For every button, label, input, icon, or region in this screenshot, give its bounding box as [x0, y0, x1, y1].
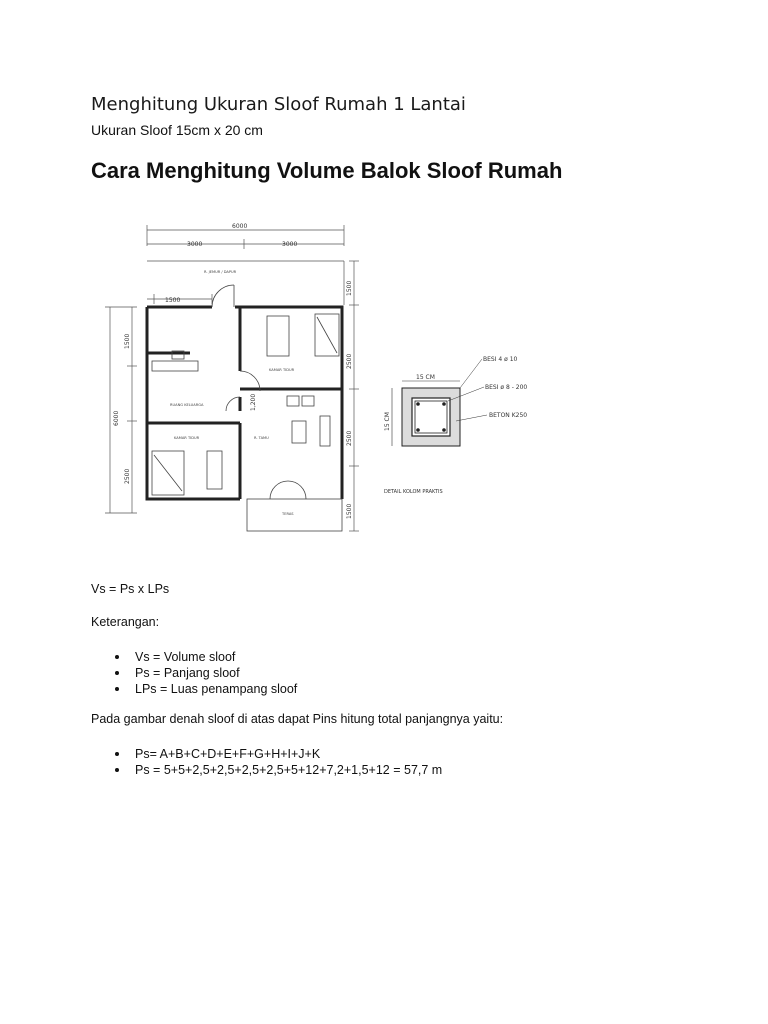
dim-right-4-label: 1500: [346, 503, 353, 519]
dim-left-b-label: 2500: [124, 468, 131, 484]
list-item-text: Vs = Volume sloof: [135, 650, 236, 664]
dim-right-half-label: 3000: [282, 241, 298, 248]
dim-right-2-label: 2500: [346, 353, 353, 369]
dim-left-height-label: 6000: [113, 410, 120, 426]
bullet-icon: [115, 671, 119, 675]
dim-left-a-label: 1500: [124, 333, 131, 349]
detail-caption: DETAIL KOLOM PRAKTIS: [384, 489, 443, 495]
bullet-icon: [115, 768, 119, 772]
room-top-label: R. JEMUR / DAPUR: [204, 270, 237, 274]
document-title: Menghitung Ukuran Sloof Rumah 1 Lantai: [91, 94, 466, 115]
dim-mid-label: 1,200: [250, 393, 257, 411]
room-teras-label: TERAS: [282, 512, 294, 516]
ps-list: [91, 746, 442, 778]
room-middle-label: RUANG KELUARGA: [170, 403, 204, 407]
list-item: [91, 762, 442, 778]
detail-height-label: 15 CM: [384, 412, 391, 431]
dim-right-1-label: 1500: [346, 280, 353, 296]
list-item-text: Ps = 5+5+2,5+2,5+2,5+2,5+5+12+7,2+1,5+12 = 57,7 m: [135, 763, 443, 777]
list-item: [91, 665, 297, 681]
list-item: [91, 649, 297, 665]
document-subtitle: Ukuran Sloof 15cm x 20 cm: [91, 122, 263, 138]
intro-paragraph: Pada gambar denah sloof di atas dapat Pins hitung total panjangnya yaitu:: [91, 712, 504, 726]
dim-total-label: 6000: [232, 223, 248, 230]
dim-1500-label: 1500: [165, 297, 181, 304]
keterangan-label: Keterangan:: [91, 615, 160, 629]
list-item: [91, 746, 442, 762]
detail-besi-stirrup-label: BESI ø 8 - 200: [485, 384, 528, 391]
room-bed-top-label: KAMAR TIDUR: [269, 368, 295, 372]
section-heading: Cara Menghitung Volume Balok Sloof Rumah: [91, 158, 563, 183]
keterangan-list: [91, 649, 297, 697]
list-item-text: LPs = Luas penampang sloof: [135, 682, 298, 696]
detail-width-label: 15 CM: [416, 374, 435, 381]
volume-formula: Vs = Ps x LPs: [91, 582, 170, 596]
bullet-icon: [115, 687, 119, 691]
list-item-text: Ps= A+B+C+D+E+F+G+H+I+J+K: [135, 747, 321, 761]
dim-right-3-label: 2500: [346, 430, 353, 446]
list-item: [91, 681, 297, 697]
room-bed-bottom-label: KAMAR TIDUR: [174, 436, 200, 440]
bullet-icon: [115, 655, 119, 659]
room-living-label: R. TAMU: [254, 436, 269, 440]
detail-beton-label: BETON K250: [489, 412, 528, 419]
dim-left-half-label: 3000: [187, 241, 203, 248]
bullet-icon: [115, 752, 119, 756]
list-item-text: Ps = Panjang sloof: [135, 666, 240, 680]
floor-plan-figure: [92, 201, 560, 563]
detail-besi-main-label: BESI 4 ø 10: [483, 356, 518, 363]
